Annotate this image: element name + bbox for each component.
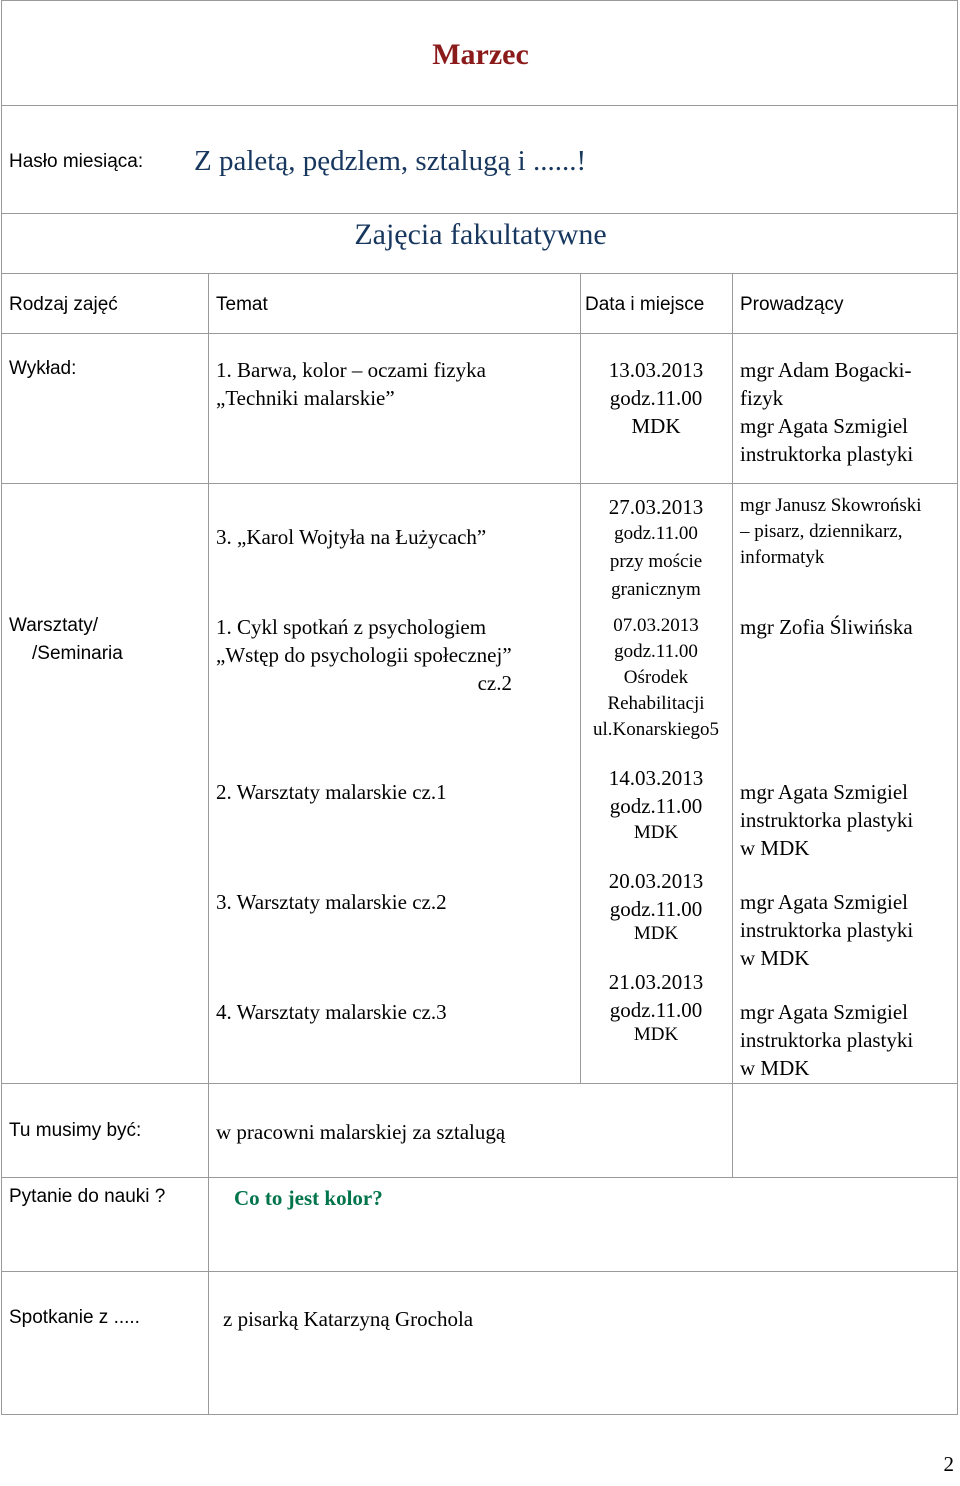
workshop-2-topic-line-2: „Wstęp do psychologii społecznej”: [216, 643, 512, 667]
workshop-4-date-line-3: MDK: [633, 923, 679, 944]
workshop-5-topic: 4. Warsztaty malarskie cz.3: [216, 1000, 447, 1024]
workshops-label-line-1: Warsztaty/: [9, 615, 99, 636]
workshop-3-date-line-2: godz.11.00: [609, 794, 703, 818]
workshop-5-host-line-1: mgr Agata Szmigiel: [740, 1000, 908, 1024]
motto-row: [1, 106, 958, 214]
header-topic: Temat: [216, 294, 268, 315]
workshop-1-host-line-2: – pisarz, dziennikarz,: [740, 521, 903, 542]
question-row: [1, 1178, 958, 1272]
lecture-date-line-1: 13.03.2013: [608, 358, 704, 382]
workshop-1-date-line-3: przy moście: [609, 551, 703, 572]
lecture-date-line-2: godz.11.00: [609, 386, 703, 410]
workshops-row: [1, 484, 958, 1084]
workshop-2-date-line-2: godz.11.00: [614, 641, 698, 662]
workshop-4-host-line-2: instruktorka plastyki: [740, 918, 914, 942]
workshop-5-date-line-2: godz.11.00: [609, 998, 703, 1022]
workshop-1-date-line-4: granicznym: [611, 579, 701, 600]
workshop-2-date-line-4: Rehabilitacji: [607, 693, 705, 714]
header-date-place: Data i miejsce: [585, 294, 705, 315]
lecture-host-line-2: fizyk: [740, 386, 784, 410]
workshop-1-topic: 3. „Karol Wojtyła na Łużycach”: [216, 525, 487, 549]
question-label: Pytanie do nauki ?: [9, 1186, 166, 1207]
title-row: [1, 0, 958, 106]
meeting-text: z pisarką Katarzyną Grochola: [223, 1307, 474, 1331]
workshop-3-host-line-1: mgr Agata Szmigiel: [740, 780, 908, 804]
workshop-4-topic: 3. Warsztaty malarskie cz.2: [216, 890, 447, 914]
lecture-topic-line-2: „Techniki malarskie”: [216, 386, 395, 410]
workshop-4-date-line-1: 20.03.2013: [608, 869, 704, 893]
page-number: 2: [943, 1452, 954, 1476]
workshop-1-date-line-2: godz.11.00: [614, 523, 698, 544]
workshop-5-host-line-2: instruktorka plastyki: [740, 1028, 914, 1052]
workshop-1-host-line-3: informatyk: [740, 547, 825, 568]
question-text: Co to jest kolor?: [234, 1186, 383, 1210]
lecture-row: [1, 334, 958, 484]
workshop-1-date-line-1: 27.03.2013: [608, 495, 704, 519]
workshop-2-host-line-1: mgr Zofia Śliwińska: [740, 615, 913, 639]
workshop-4-date-line-2: godz.11.00: [609, 897, 703, 921]
workshops-label-line-2: /Seminaria: [32, 643, 123, 664]
workshop-1-host-line-1: mgr Janusz Skowroński: [740, 495, 922, 516]
workshop-5-host-line-3: w MDK: [740, 1056, 810, 1080]
header-type: Rodzaj zajęć: [9, 294, 118, 315]
workshop-4-host-line-3: w MDK: [740, 946, 810, 970]
workshop-3-date-line-1: 14.03.2013: [608, 766, 704, 790]
lecture-host-line-4: instruktorka plastyki: [740, 442, 914, 466]
motto-label: Hasło miesiąca:: [9, 151, 144, 172]
workshop-3-date-line-3: MDK: [633, 822, 679, 843]
workshop-3-host-line-3: w MDK: [740, 836, 810, 860]
workshop-4-host-line-1: mgr Agata Szmigiel: [740, 890, 908, 914]
workshop-2-date-line-1: 07.03.2013: [613, 615, 699, 636]
lecture-topic-line-1: 1. Barwa, kolor – oczami fizyka: [216, 358, 486, 382]
lecture-host-line-3: mgr Agata Szmigiel: [740, 414, 908, 438]
place-row: [1, 1084, 958, 1178]
lecture-label: Wykład:: [9, 358, 77, 379]
workshop-2-topic-line-3: cz.2: [477, 671, 512, 695]
place-text: w pracowni malarskiej za sztalugą: [216, 1120, 506, 1144]
header-row: [1, 274, 958, 334]
workshop-2-date-line-3: Ośrodek: [623, 667, 689, 688]
section-title: Zajęcia fakultatywne: [354, 218, 607, 251]
workshop-5-date-line-1: 21.03.2013: [608, 970, 704, 994]
place-label: Tu musimy być:: [9, 1120, 142, 1141]
workshop-2-topic-line-1: 1. Cykl spotkań z psychologiem: [216, 615, 487, 639]
workshop-3-host-line-2: instruktorka plastyki: [740, 808, 914, 832]
page-title: Marzec: [432, 38, 529, 71]
lecture-date-line-3: MDK: [631, 414, 681, 438]
workshop-5-date-line-3: MDK: [633, 1024, 679, 1045]
header-host: Prowadzący: [740, 294, 844, 315]
motto-text: Z paletą, pędzlem, sztalugą i ......!: [194, 145, 587, 177]
lecture-host-line-1: mgr Adam Bogacki-: [740, 358, 912, 382]
workshop-3-topic: 2. Warsztaty malarskie cz.1: [216, 780, 447, 804]
meeting-row: [1, 1272, 958, 1415]
section-title-row: [1, 214, 958, 274]
workshop-2-date-line-5: ul.Konarskiego5: [592, 719, 720, 740]
meeting-label: Spotkanie z .....: [9, 1307, 140, 1328]
